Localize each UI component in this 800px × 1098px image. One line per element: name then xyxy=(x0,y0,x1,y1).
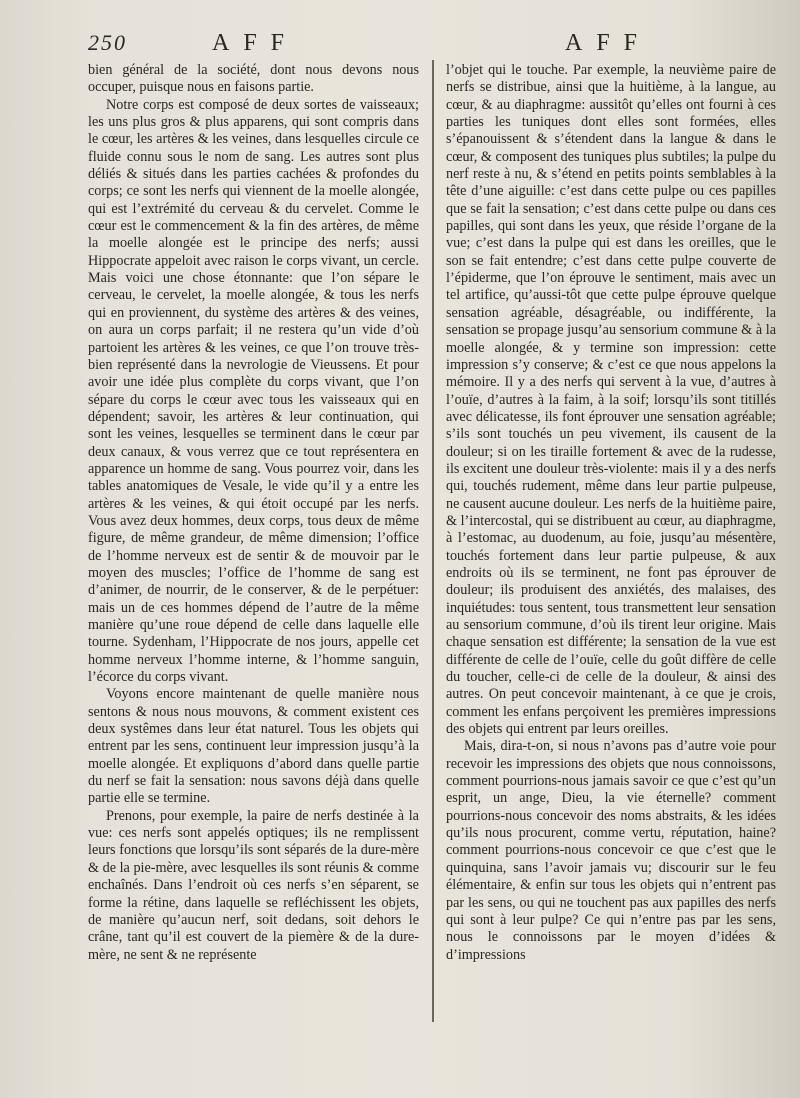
right-column xyxy=(446,62,776,1022)
paragraph-sensation-movement: Voyons encore maintenant de quelle manière nous sentons & nous nous mouvons, & comment existent ces deux systêmes dans leur état naturel. Tous les objets qui entrent par les sens, continuent leur impression jusqu’à la moelle alongée. Et expliquons d’abord dans quelle partie du nerf se fait la sensation: nous savons déjà dans quelle partie elle se termine. xyxy=(88,686,419,807)
page-number: 250 xyxy=(88,30,127,55)
running-head-left: AFF xyxy=(212,30,299,56)
paragraph-continuation: bien général de la société, dont nous devons nous occuper, puisque nous en faisons partie. xyxy=(88,62,419,96)
paragraph-optic-nerves: Prenons, pour exemple, la paire de nerfs destinée à la vue: ces nerfs sont appelés optiques; ils ne remplissent leurs fonctions que lorsqu’ils sont séparés de la dure-mère & de la pie-mère, avec lesquelles ils sont réunis & comme enchaînés. Dans l’endroit où ces nerfs s’en séparent, se forme la rétine, dans laquelle se refléchissent les objets, de manière qu’aucun nerf, soit dedans, soit dehors le crâne, tant qu’il est couvert de la piemère & de la dure-mère, ne sent & ne représente xyxy=(88,807,419,963)
column-divider xyxy=(432,60,434,1022)
paragraph-nerve-pulp: l’objet qui le touche. Par exemple, la neuvième paire de nerfs se distribue, ainsi que la huitième, à la langue, au cœur, & au diaphragme: aussitôt qu’elles ont fourni à ces parties les tuniques dont elles sont formées, elles s’épanouissent & s’étendent dans la langue & dans le cœur, & composent des tuniques plus subtiles; la pulpe du nerf reste à nu, & s’étend en petits points semblables à la tête d’une aiguille: c’est dans cette pulpe ou ces papilles que se fait la sensation; c’est dans cette pulpe ou dans ces papilles, qui sont dans les yeux, que réside l’organe de la vue; c’est dans la pulpe qui est dans les oreilles, que le son se fait entendre; c’est dans cette pulpe couverte de l’épiderme, que l’on éprouve le sentiment, mais avec un tel artifice, qu’aussi-tôt que cette pulpe éprouve quelque sensation agréable, désagréable, ou indifférente, la sensation se propage jusqu’au sensorium commune & à la moelle alongée, & y termine son impression: cette impression s’y conserve; & c’est ce que nous appelons la mémoire. Il y a des nerfs qui servent à la vue, d’autres à l’ouïe, d’autres à la faim, à la soif; lorsqu’ils sont titillés avec délicatesse, ils font éprouver une sensation agréable; s’ils sont touchés un peu vivement, ils causent de la douleur; si on les tiraille fortement & avec de la rudesse, ils excitent une douleur très-violente: mais il y a des nerfs qui, touchés rudement, même dans leur partie pulpeuse, ne causent aucune douleur. Les nerfs de la huitième paire, & l’intercostal, qui se distribuent au cœur, au diaphragme, à l’estomac, au duodenum, au foie, jusqu’au mésentère, touchés fortement dans leur partie pulpeuse, & aux endroits où ils se terminent, ne font pas éprouver de douleur; ils produisent des anxiétés, des malaises, des inquiétudes: tous sentent, tous transmettent leur sensation au sensorium commune, d’où ils tirent leur origine. Mais chaque sensation est différente; la sensation de la vue est différente de celle de l’ouïe, celle du goût diffère de celle du toucher, celle-ci de celle de la douleur, & ainsi des autres. On peut concevoir maintenant, à ce que je crois, comment les enfans perçoivent les premières impressions des objets qui entrent par leurs oreilles. xyxy=(446,62,776,738)
paragraph-abstract-ideas: Mais, dira-t-on, si nous n’avons pas d’autre voie pour recevoir les impressions des objets que nous connoissons, comment pourrions-nous jamais savoir ce que c’est qu’un esprit, un ange, Dieu, la vie éternelle? comment pourrions-nous concevoir des noms abstraits, & les idées qu’ils nous procurent, comme vertu, réputation, haine? comment pourrions-nous concevoir ce que c’est que le quinquina, sans l’avoir jamais vu; discourir sur le feu élémentaire, & enfin sur tous les objets qui n’entrent pas par les sens, ou qui ne touchent pas aux papilles des nerfs qui sont à leur pulpe? Ce qui n’entre pas par les sens, nous le connoissons par le moyen d’idées & d’impressions xyxy=(446,738,776,963)
running-head-right: AFF xyxy=(565,30,652,56)
left-column xyxy=(88,62,419,1022)
paragraph-body-vessels: Notre corps est composé de deux sortes de vaisseaux; les uns plus gros & plus apparens, qui sont compris dans le cœur, les artères & les veines, dans lesquelles circule ce fluide connu sous le nom de sang. Les autres sont plus déliés & situés dans les parties cachées & profondes du corps; ce sont les nerfs qui viennent de la moelle alongée, qui est l’extrémité du cerveau & du cervelet. Comme le cœur est le commencement & la fin des artères, de même la moelle alongée est le principe des nerfs; aussi Hippocrate appeloit avec raison le corps vivant, un cercle. Mais voici une chose étonnante: que l’on sépare le cerveau, le cervelet, la moelle alongée, & tous les nerfs qui en proviennent, du système des artères & des veines, on aura un corps parfait; il ne restera qu’un vide d’où partoient les artères & les veines, ce que l’on trouve très-bien représenté dans la nevrologie de Vieussens. Et pour avoir une idée plus complète du corps vivant, que l’on sépare du corps le cœur avec tous les vaisseaux qui en dépendent; savoir, les artères & leur continuation, qui sont les veines, lesquelles se terminent dans le cœur par deux canaux, & vous verrez que ce tout représentera en apparence un homme de sang. Vous pourrez voir, dans les tables anatomiques de Vesale, le vide qu’il y a entre les artères & les veines, & qui étoit occupé par les nerfs. Vous avez deux hommes, deux corps, tous deux de même figure, de même grandeur, de même dimension; l’office de l’homme nerveux est de sentir & de mouvoir par le moyen des muscles; l’office de l’homme de sang est d’animer, de nourrir, de le conserver, & de le perpétuer: mais un de ces hommes dépend de l’autre de la même manière qu’une roue dépend de celle dans laquelle elle tourne. Sydenham, l’Hippocrate de nos jours, appelle cet homme nerveux l’homme interne, & l’homme sanguin, l’écorce du corps vivant. xyxy=(88,96,419,686)
